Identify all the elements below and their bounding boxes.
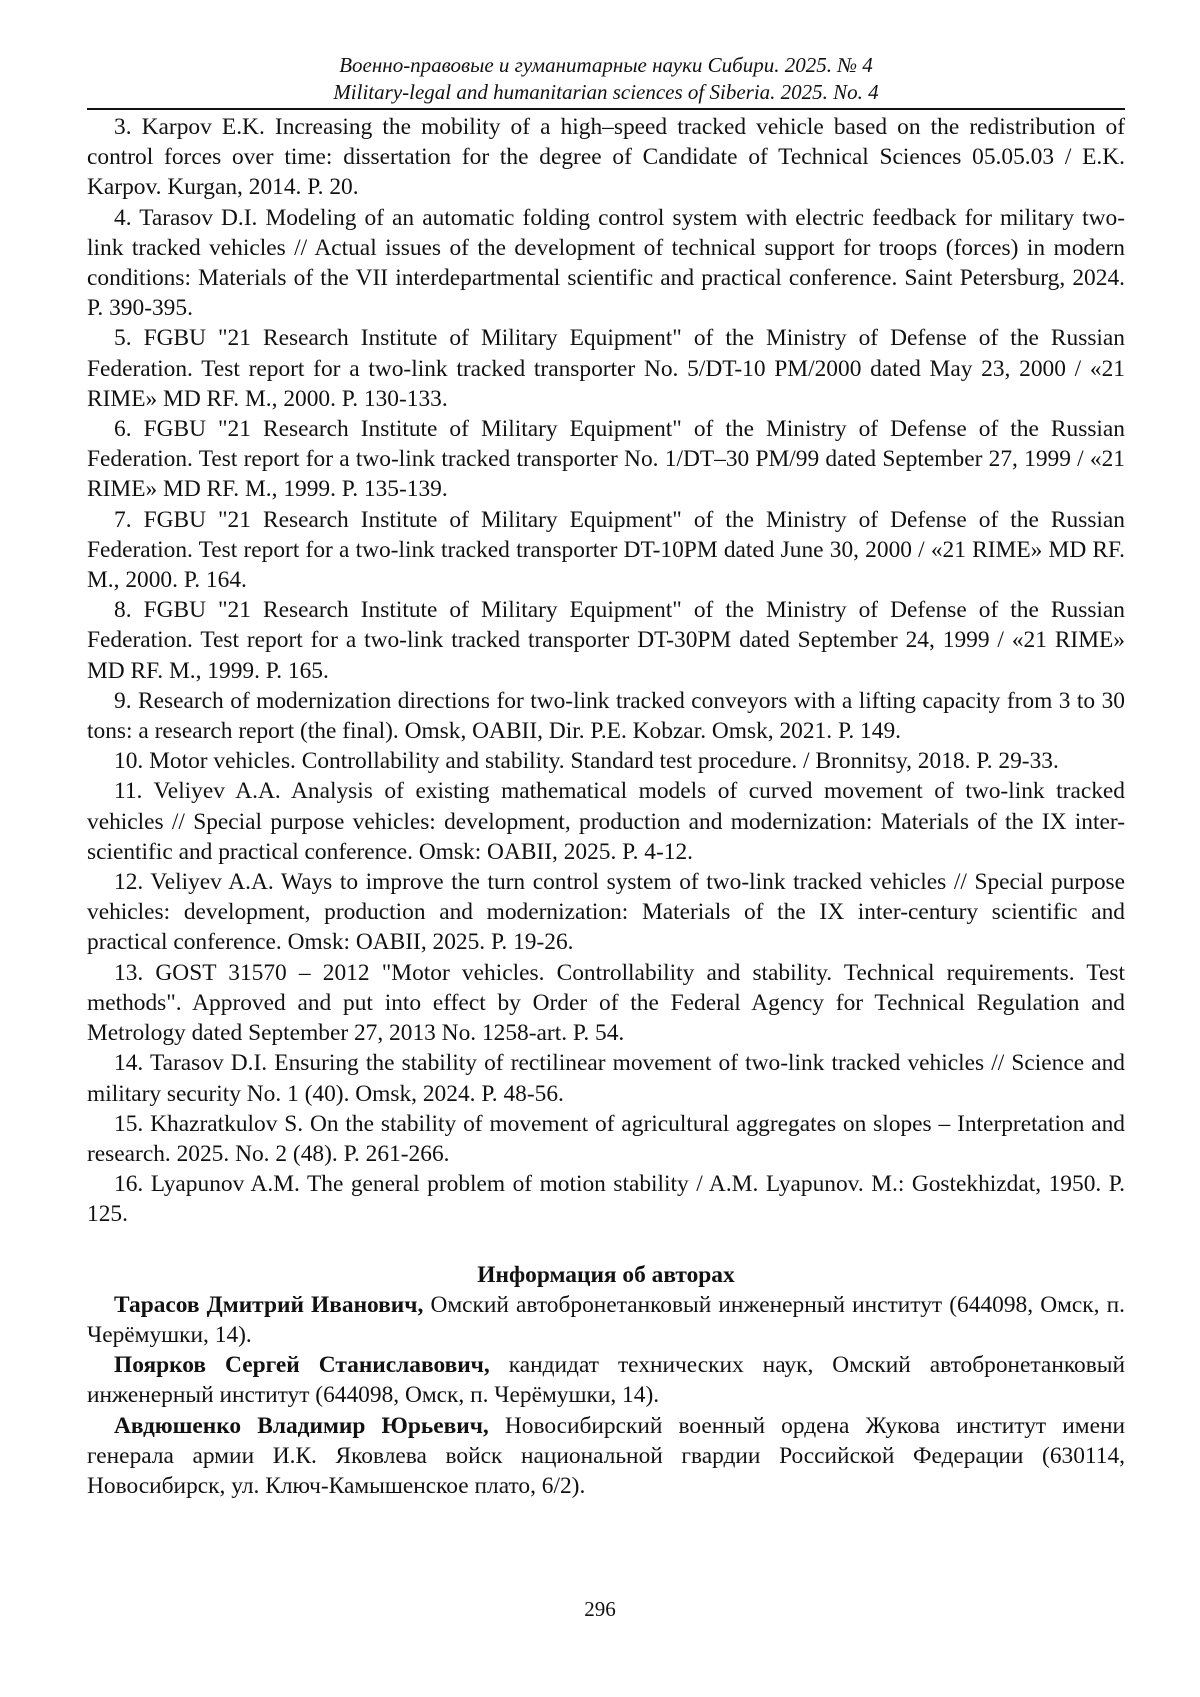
reference-item: 16. Lyapunov A.M. The general problem of motion stability / A.M. Lyapunov. M.: Gostekhizdat, 1950. P. 125.	[87, 1171, 1125, 1228]
reference-item: 5. FGBU "21 Research Institute of Military Equipment" of the Ministry of Defense of the Russian Federation. Test report for a two-link tracked transporter No. 5/DT-10 PM/2000 dated May 23, 2000 / «21 RIME» MD RF. M., 2000. P. 130-133.	[87, 325, 1125, 412]
running-head	[87, 52, 1125, 106]
running-head-en: Military-legal and humanitarian sciences of Siberia. 2025. No. 4	[333, 80, 879, 104]
reference-item: 14. Tarasov D.I. Ensuring the stability of rectilinear movement of two-link tracked vehicles // Science and military security No. 1 (40). Omsk, 2024. P. 48-56.	[87, 1050, 1125, 1107]
reference-item: 4. Tarasov D.I. Modeling of an automatic folding control system with electric feedback for military two-link tracked vehicles // Actual issues of the development of technical support for troops (forces) in modern conditions: Materials of the VII interdepartmental scientific and practical conference. Saint Petersburg, 2024. P. 390-395.	[87, 204, 1125, 322]
author-name: Авдюшенко Владимир Юрьевич,	[114, 1412, 489, 1439]
reference-item: 9. Research of modernization directions for two-link tracked conveyors with a lifting capacity from 3 to 30 tons: a research report (the final). Omsk, OABII, Dir. P.E. Kobzar. Omsk, 2021. P. 149.	[87, 687, 1125, 745]
page	[87, 52, 1125, 1501]
page-number: 296	[584, 1597, 616, 1621]
authors-section	[87, 1260, 1125, 1502]
running-head-ru: Военно-правовые и гуманитарные науки Сибири. 2025. № 4	[339, 53, 873, 77]
author-affiliation: Омский автобронетанковый инженерный институт (644098, Омск, п. Черёмушки, 14).	[87, 1291, 1125, 1348]
author-name: Поярков Сергей Станиславович,	[114, 1352, 490, 1379]
reference-item: 8. FGBU "21 Research Institute of Military Equipment" of the Ministry of Defense of the Russian Federation. Test report for a two-link tracked transporter DT-30PM dated September 24, 1999 / «21 RIME» MD RF. M., 1999. P. 165.	[87, 597, 1125, 684]
reference-item: 3. Karpov E.K. Increasing the mobility of a high–speed tracked vehicle based on the redistribution of control forces over time: dissertation for the degree of Candidate of Technical Sciences 05.05.03 / E.K. Karpov. Kurgan, 2014. P. 20.	[87, 114, 1125, 201]
reference-item: 12. Veliyev A.A. Ways to improve the turn control system of two-link tracked vehicles // Special purpose vehicles: development, production and modernization: Materials of the IX inter-century scientific and practical conference. Omsk: OABII, 2025. P. 19-26.	[87, 869, 1125, 956]
authors-title: Информация об авторах	[477, 1261, 735, 1288]
author-entry	[87, 1350, 1125, 1410]
author-name: Тарасов Дмитрий Иванович,	[114, 1291, 424, 1318]
author-affiliation: Новосибирский военный ордена Жукова институт имени генерала армии И.К. Яковлева войск национальной гвардии Российской Федерации (630114, Новосибирск, ул. Ключ-Камышенское плато, 6/2).	[87, 1412, 1125, 1499]
reference-item: 11. Veliyev A.A. Analysis of existing mathematical models of curved movement of two-link tracked vehicles // Special purpose vehicles: development, production and modernization: Materials of the IX inter-scientific and practical conference. Omsk: OABII, 2025. P. 4-12.	[87, 778, 1125, 865]
reference-item: 6. FGBU "21 Research Institute of Military Equipment" of the Ministry of Defense of the Russian Federation. Test report for a two-link tracked transporter No. 1/DT–30 PM/99 dated September 27, 1999 / «21 RIME» MD RF. M., 1999. P. 135-139.	[87, 416, 1125, 503]
reference-item: 15. Khazratkulov S. On the stability of movement of agricultural aggregates on slopes – Interpretation and research. 2025. No. 2 (48). P. 261-266.	[87, 1110, 1125, 1167]
reference-item: 7. FGBU "21 Research Institute of Military Equipment" of the Ministry of Defense of the Russian Federation. Test report for a two-link tracked transporter DT-10PM dated June 30, 2000 / «21 RIME» MD RF. M., 2000. P. 164.	[87, 506, 1125, 594]
author-affiliation: кандидат технических наук, Омский автобронетанковый инженерный институт (644098, Омск, п. Черёмушки, 14).	[87, 1352, 1125, 1409]
author-entry	[87, 1290, 1125, 1350]
header-rule	[87, 108, 1125, 110]
reference-item: 10. Motor vehicles. Controllability and stability. Standard test procedure. / Bronnitsy, 2018. P. 29-33.	[114, 748, 1059, 775]
reference-list	[87, 112, 1125, 1230]
author-entry	[87, 1411, 1125, 1502]
reference-item: 13. GOST 31570 – 2012 "Motor vehicles. Controllability and stability. Technical requirements. Test methods". Approved and put into effect by Order of the Federal Agency for Technical Regulation and Metrology dated September 27, 2013 No. 1258-art. P. 54.	[87, 959, 1125, 1047]
